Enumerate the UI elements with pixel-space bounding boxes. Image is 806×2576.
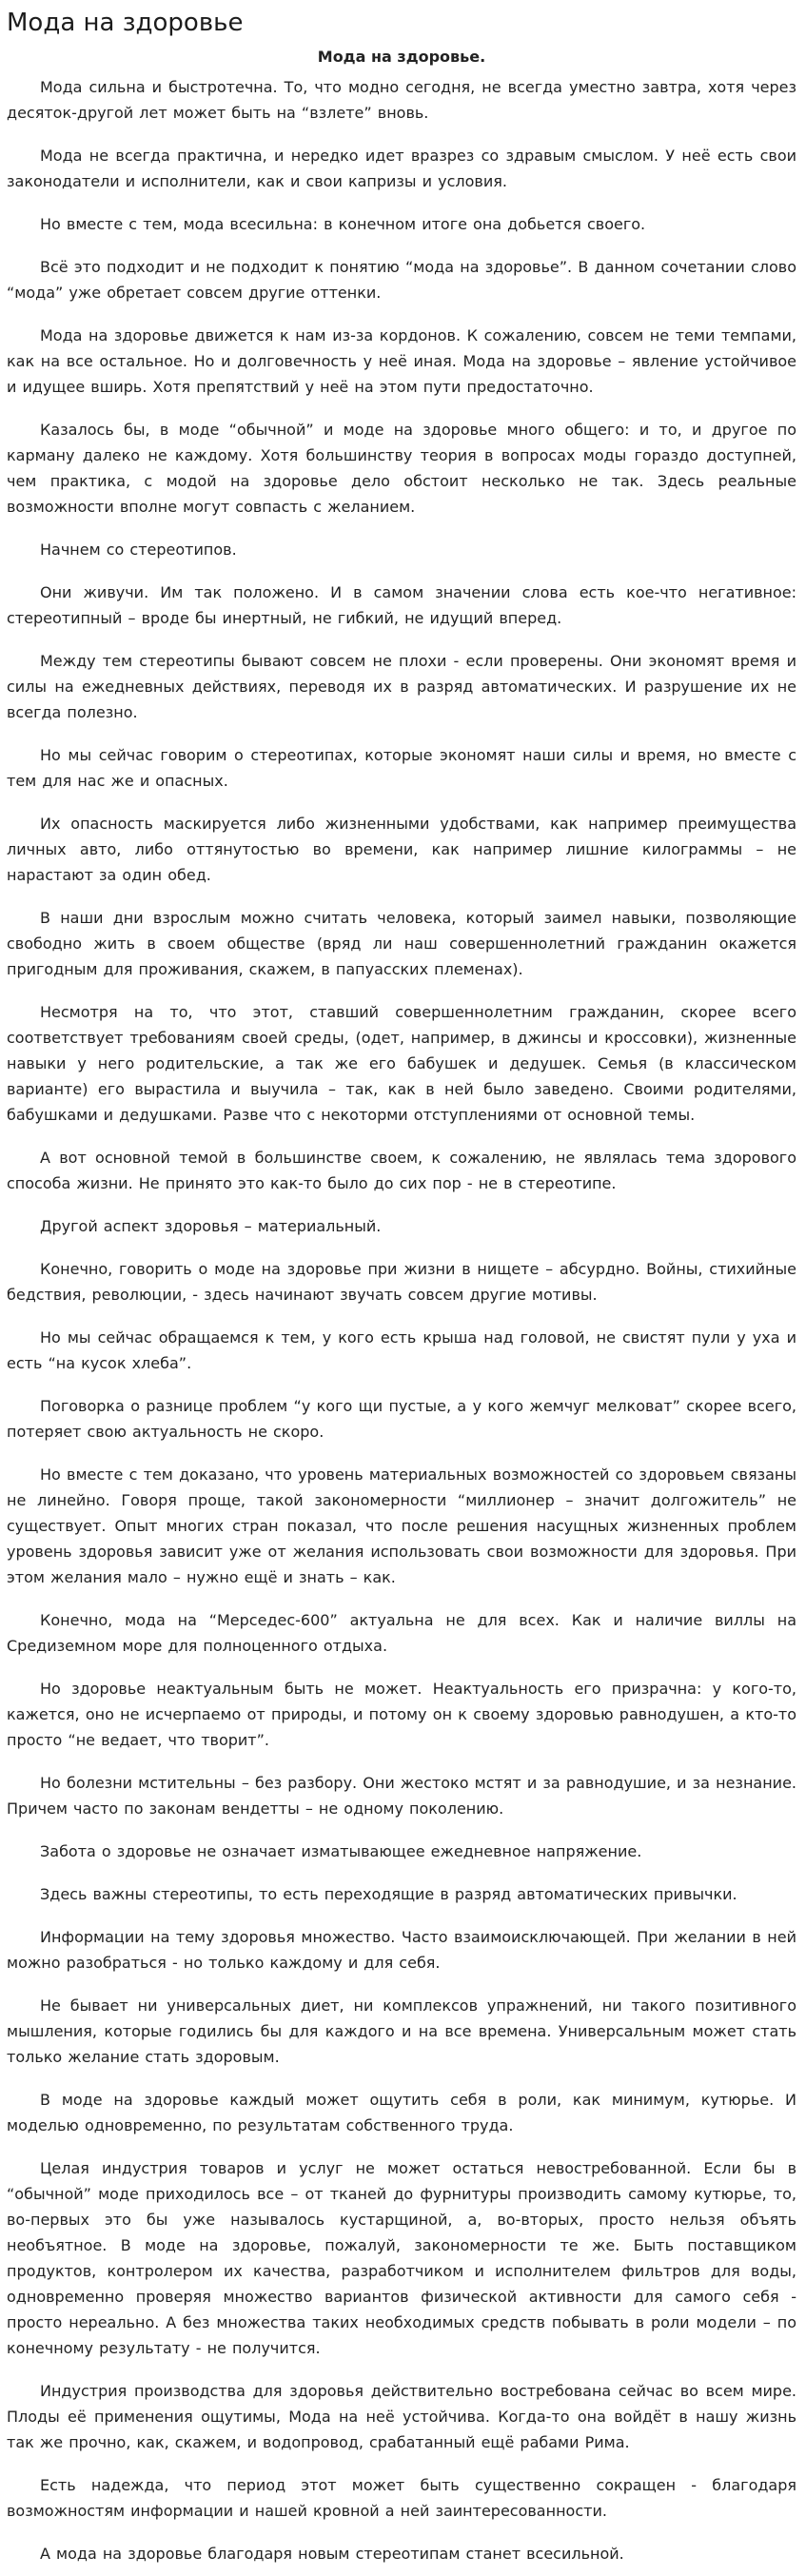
article-paragraph: Конечно, говорить о моде на здоровье при жизни в нищете – абсурдно. Войны, стихийные бедствия, революции, - здесь начинают звучать совсем другие мотивы. — [7, 1260, 796, 1304]
article-paragraph: Мода сильна и быстротечна. То, что модно сегодня, не всегда уместно завтра, хотя через десяток-другой лет может быть на “взлете” вновь. — [7, 78, 796, 122]
article-paragraph: Другой аспект здоровья – материальный. — [40, 1217, 382, 1235]
article-paragraph: Информации на тему здоровья множество. Часто взаимоисключающей. При желании в ней можно разобраться - но только каждому и для себя. — [7, 1928, 796, 1972]
article-paragraph: Но здоровье неактуальным быть не может. Неактуальность его призрачна: у кого-то, кажется, оно не исчерпаемо от природы, и потому он к своему здоровью равнодушен, а кто-то просто “не ведает, что творит”. — [7, 1680, 796, 1749]
article-paragraph: Целая индустрия товаров и услуг не может остаться невостребованной. Если бы в “обычной” моде приходилось все – от тканей до фурнитуры производить самому кутюрье, то, во-первых это бы уже называлось кустарщиной, а, во-вторых, просто нельзя объять необъятное. В моде на здоровье, пожалуй, закономерности те же. Быть поставщиком продуктов, контролером их качества, разработчиком и исполнителем фильтров для воды, одновременно проверяя множество вариантов физической активности для самого себя - просто нереально. А без множества таких необходимых средств побывать в роли модели – по конечному результату - не получится. — [7, 2159, 796, 2357]
article-paragraph: Между тем стереотипы бывают совсем не плохи - если проверены. Они экономят время и силы на ежедневных действиях, переводя их в разряд автоматических. И разрушение их не всегда полезно. — [7, 652, 796, 721]
article-paragraph: Начнем со стереотипов. — [40, 541, 237, 559]
article-paragraph: Мода на здоровье движется к нам из-за кордонов. К сожалению, совсем не теми темпами, как на все остальное. Но и долговечность у неё иная. Мода на здоровье – явление устойчивое и идущее вширь. Хотя препятствий у неё на этом пути предостаточно. — [7, 326, 796, 396]
page-title: Мода на здоровье — [7, 9, 244, 37]
article-paragraph: Они живучи. Им так положено. И в самом значении слова есть кое-что негативное: стереотипный – вроде бы инертный, не гибкий, не идущий вперед. — [7, 583, 796, 627]
article-paragraph: В наши дни взрослым можно считать человека, который заимел навыки, позволяющие свободно жить в своем обществе (вряд ли наш совершеннолетний гражданин окажется пригодным для проживания, скажем, в папуасских племенах). — [7, 909, 796, 978]
article-paragraph: Казалось бы, в моде “обычной” и моде на здоровье много общего: и то, и другое по карману далеко не каждому. Хотя большинству теория в вопросах моды гораздо доступней, чем практика, с модой на здоровье дело обстоит несколько не так. Здесь реальные возможности вполне могут совпасть с желанием. — [7, 421, 796, 516]
article-paragraph: Конечно, мода на “Мерседес-600” актуальна не для всех. Как и наличие виллы на Средиземном море для полноценного отдыха. — [7, 1611, 796, 1655]
article-paragraph: Есть надежда, что период этот может быть существенно сокращен - благодаря возможностям информации и нашей кровной а ней заинтересованности. — [7, 2476, 796, 2520]
paragraph-list — [7, 74, 796, 2566]
article-paragraph: Забота о здоровье не означает изматывающее ежедневное напряжение. — [40, 1842, 642, 1860]
article-paragraph: Но вместе с тем доказано, что уровень материальных возможностей со здоровьем связаны не линейно. Говоря проще, такой закономерности “миллионер – значит долгожитель” не существует. Опыт многих стран показал, что после решения насущных жизненных проблем уровень здоровья зависит уже от желания использовать свои возможности для здоровья. При этом желания мало – нужно ещё и знать – как. — [7, 1465, 796, 1586]
article-paragraph: Здесь важны стереотипы, то есть переходящие в разряд автоматических привычки. — [40, 1885, 737, 1903]
article-paragraph: В моде на здоровье каждый может ощутить себя в роли, как минимум, кутюрье. И моделью одновременно, по результатам собственного труда. — [7, 2091, 796, 2134]
article-heading: Мода на здоровье. — [317, 48, 486, 66]
article-paragraph: Поговорка о разнице проблем “у кого щи пустые, а у кого жемчуг мелковат” скорее всего, потеряет свою актуальность не скоро. — [7, 1397, 796, 1441]
article-paragraph: Но мы сейчас обращаемся к тем, у кого есть крыша над головой, не свистят пули у уха и есть “на кусок хлеба”. — [7, 1328, 796, 1372]
article-paragraph: А мода на здоровье благодаря новым стереотипам станет всесильной. — [40, 2545, 624, 2563]
article-paragraph: Но вместе с тем, мода всесильна: в конечном итоге она добьется своего. — [40, 215, 646, 233]
article-paragraph: Но болезни мстительны – без разбору. Они жестоко мстят и за равнодушие, и за незнание. Причем часто по законам вендетты – не одному поколению. — [7, 1774, 796, 1818]
article-paragraph: Но мы сейчас говорим о стереотипах, которые экономят наши силы и время, но вместе с тем для нас же и опасных. — [7, 746, 796, 790]
article-paragraph: А вот основной темой в большинстве своем, к сожалению, не являлась тема здорового способа жизни. Не принято это как-то было до сих пор - не в стереотипе. — [7, 1149, 796, 1192]
article-body — [7, 44, 796, 2566]
article-paragraph: Мода не всегда практична, и нередко идет вразрез со здравым смыслом. У неё есть свои законодатели и исполнители, как и свои капризы и условия. — [7, 147, 796, 190]
article-paragraph: Всё это подходит и не подходит к понятию “мода на здоровье”. В данном сочетании слово “мода” уже обретает совсем другие оттенки. — [7, 258, 796, 302]
article-paragraph: Не бывает ни универсальных диет, ни комплексов упражнений, ни такого позитивного мышления, которые годились бы для каждого и на все времена. Универсальным может стать только желание стать здоровым. — [7, 1996, 796, 2066]
article-paragraph: Индустрия производства для здоровья действительно востребована сейчас во всем мире. Плоды её применения ощутимы, Мода на неё устойчива. Когда-то она войдёт в нашу жизнь так же прочно, как, скажем, и водопровод, срабатанный ещё рабами Рима. — [7, 2382, 796, 2451]
article-paragraph: Несмотря на то, что этот, ставший совершеннолетним гражданин, скорее всего соответствует требованиям своей среды, (одет, например, в джинсы и кроссовки), жизненные навыки у него родительские, а так же его бабушек и дедушек. Семья (в классическом варианте) его вырастила и выучила – так, как в ней было заведено. Своими родителями, бабушками и дедушками. Разве что с некоторми отступлениями от основной темы. — [7, 1003, 796, 1124]
article-paragraph: Их опасность маскируется либо жизненными удобствами, как например преимущества личных авто, либо оттянутостью во времени, как например лишние килограммы – не нарастают за один обед. — [7, 815, 796, 884]
